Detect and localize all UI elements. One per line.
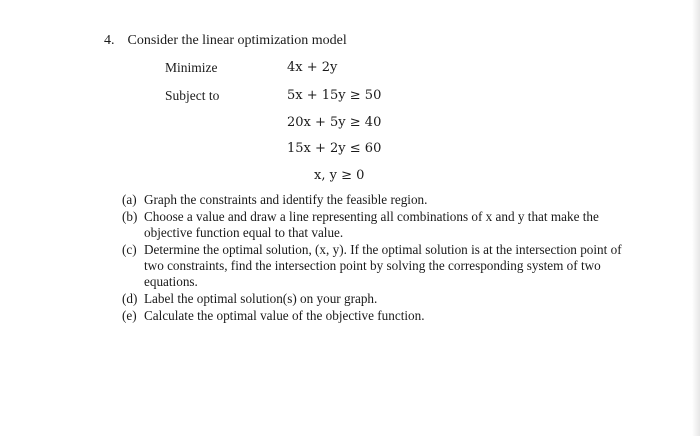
part-text: Graph the constraints and identify the feasible region.	[144, 192, 428, 207]
question-part-b	[122, 209, 622, 241]
constraints-label: Subject to	[165, 88, 220, 103]
constraint-nonnegativity: x, y ≥ 0	[314, 168, 365, 183]
part-text: Calculate the optimal value of the objective function.	[144, 308, 425, 323]
question-part-a	[122, 192, 622, 208]
part-letter: (c)	[122, 242, 137, 257]
question-parts-list	[122, 192, 622, 325]
part-letter: (e)	[122, 308, 137, 323]
constraint-3: 15x + 2y ≤ 60	[287, 141, 382, 156]
question-part-d	[122, 291, 622, 307]
question-part-e	[122, 308, 622, 324]
question-part-c	[122, 242, 622, 290]
part-letter: (d)	[122, 291, 138, 306]
constraint-2: 20x + 5y ≥ 40	[287, 115, 382, 130]
constraint-1: 5x + 15y ≥ 50	[287, 88, 382, 103]
objective-function: 4x + 2y	[287, 60, 338, 75]
part-letter: (a)	[122, 192, 137, 207]
part-letter: (b)	[122, 209, 138, 224]
objective-label: Minimize	[165, 60, 218, 75]
part-text: Determine the optimal solution, (x, y). If the optimal solution is at the intersection point of two constraints, find the intersection point by solving the corresponding system of two equations.	[144, 242, 622, 289]
problem-statement: Consider the linear optimization model	[127, 33, 347, 48]
part-text: Choose a value and draw a line representing all combinations of x and y that make the objective function equal to that value.	[144, 209, 599, 240]
problem-heading	[104, 33, 347, 49]
page-edge-shadow	[692, 0, 700, 436]
problem-number: 4.	[104, 33, 115, 48]
part-text: Label the optimal solution(s) on your graph.	[144, 291, 378, 306]
